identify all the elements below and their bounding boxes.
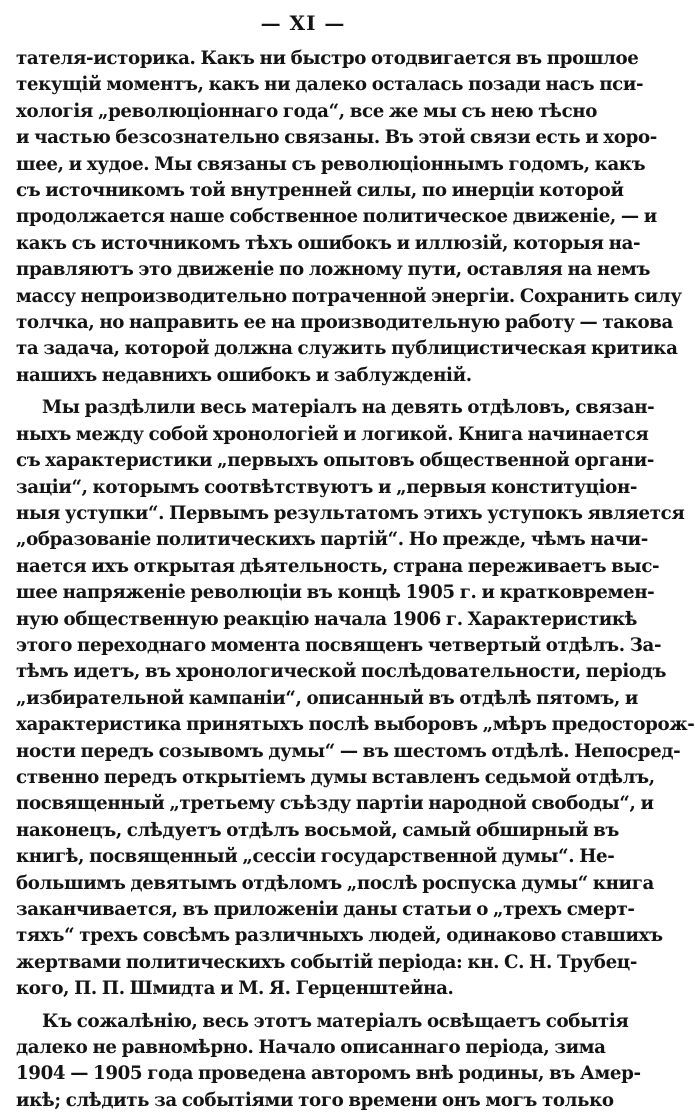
text-line: шее напряженіе революціи въ концѣ 1905 г. и кратковремен- — [16, 582, 655, 604]
text-line: хологія „революціоннаго года“, все же мы съ нею тѣсно — [16, 100, 598, 122]
text-line: продолжается наше собственное политическое движеніе, — и — [16, 206, 657, 228]
text-line: та задача, которой должна служить публицистическая критика — [16, 338, 678, 360]
text-line: нается ихъ открытая дѣятельность, страна переживаетъ выс- — [16, 555, 660, 577]
text-line: массу непроизводительно потраченной энергіи. Сохранить силу — [16, 285, 682, 307]
text-line: икѣ; слѣдить за событіями того времени онъ могъ только — [16, 1089, 614, 1111]
text-line: далеко не равномѣрно. Начало описаннаго періода, зима — [16, 1037, 606, 1059]
text-line: правляютъ это движеніе по ложному пути, оставляя на немъ — [16, 259, 651, 281]
text-line: этого переходнаго момента посвященъ четвертый отдѣлъ. За- — [16, 634, 662, 656]
text-line: заціи“, которымъ соотвѣтствуютъ и „первыя конституціон- — [16, 476, 638, 498]
text-line: „избирательной кампаніи“, описанный въ отдѣлѣ пятомъ, и — [16, 687, 639, 709]
text-line: 1904 — 1905 года проведена авторомъ внѣ родины, въ Амер- — [16, 1063, 641, 1085]
paragraph — [16, 395, 695, 1002]
text-line: ности передъ созывомъ думы“ — въ шестомъ отдѣлѣ. Непосред- — [16, 740, 681, 762]
text-line: большимъ девятымъ отдѣломъ „послѣ роспуска думы“ книга — [16, 872, 654, 894]
text-line: книгѣ, посвященный „сессіи государственной думы“. Не- — [16, 846, 615, 868]
text-line: съ источникомъ той внутренней силы, по инерціи которой — [16, 180, 624, 202]
text-line: ныхъ между собой хронологіей и логикой. Книга начинается — [16, 423, 649, 445]
text-line: тателя-историка. Какъ ни быстро отодвигается въ прошлое — [16, 48, 639, 69]
text-line: посвященный „третьему съѣзду партіи народной свободы“, и — [16, 793, 654, 815]
text-line: заканчивается, въ приложеніи даны статьи о „трехъ смерт- — [16, 899, 635, 920]
page-body-text — [16, 46, 695, 1114]
text-line: жертвами политическихъ событій періода: кн. С. Н. Трубец- — [16, 951, 638, 973]
text-line: ную общественную реакцію начала 1906 г. Характеристикѣ — [16, 608, 638, 630]
text-line: и частью безсознательно связаны. Въ этой связи есть и хоро- — [16, 127, 657, 149]
text-line: ныя уступки“. Первымъ результатомъ этихъ уступокъ является — [16, 502, 685, 524]
paragraph — [16, 1009, 641, 1114]
text-line: ственно передъ открытіемъ думы вставленъ седьмой отдѣлъ, — [16, 766, 655, 788]
text-line: характеристика принятыхъ послѣ выборовъ „мѣръ предосторож- — [16, 714, 695, 736]
page-number-header: — XI — — [260, 11, 346, 35]
text-line: какъ съ источникомъ тѣхъ ошибокъ и иллюзій, которыя на- — [16, 232, 641, 254]
text-line: съ характеристики „первыхъ опытовъ общественной органи- — [16, 450, 655, 472]
text-line: „образованіе политическихъ партій“. Но прежде, чѣмъ начи- — [16, 529, 648, 551]
paragraph — [16, 46, 682, 389]
text-line: текущій моментъ, какъ ни далеко осталась позади насъ пси- — [16, 74, 644, 96]
text-line: наконецъ, слѣдуетъ отдѣлъ восьмой, самый обширный въ — [16, 819, 620, 841]
text-line: Къ сожалѣнію, весь этотъ матеріалъ освѣщаетъ событія — [42, 1010, 629, 1032]
text-line: кого, П. П. Шмидта и М. Я. Герценштейна. — [16, 978, 454, 1000]
text-line: толчка, но направить ее на производительную работу — такова — [16, 312, 673, 334]
text-line: нашихъ недавнихъ ошибокъ и заблужденій. — [16, 364, 472, 386]
text-line: тяхъ“ трехъ совсѣмъ различныхъ людей, одинаково ставшихъ — [16, 925, 663, 947]
text-line: тѣмъ идетъ, въ хронологической послѣдовательности, періодъ — [16, 661, 667, 683]
text-line: шее, и худое. Мы связаны съ революціоннымъ годомъ, какъ — [16, 153, 646, 175]
text-line: Мы раздѣлили весь матеріалъ на девять отдѣловъ, связан- — [42, 397, 655, 419]
